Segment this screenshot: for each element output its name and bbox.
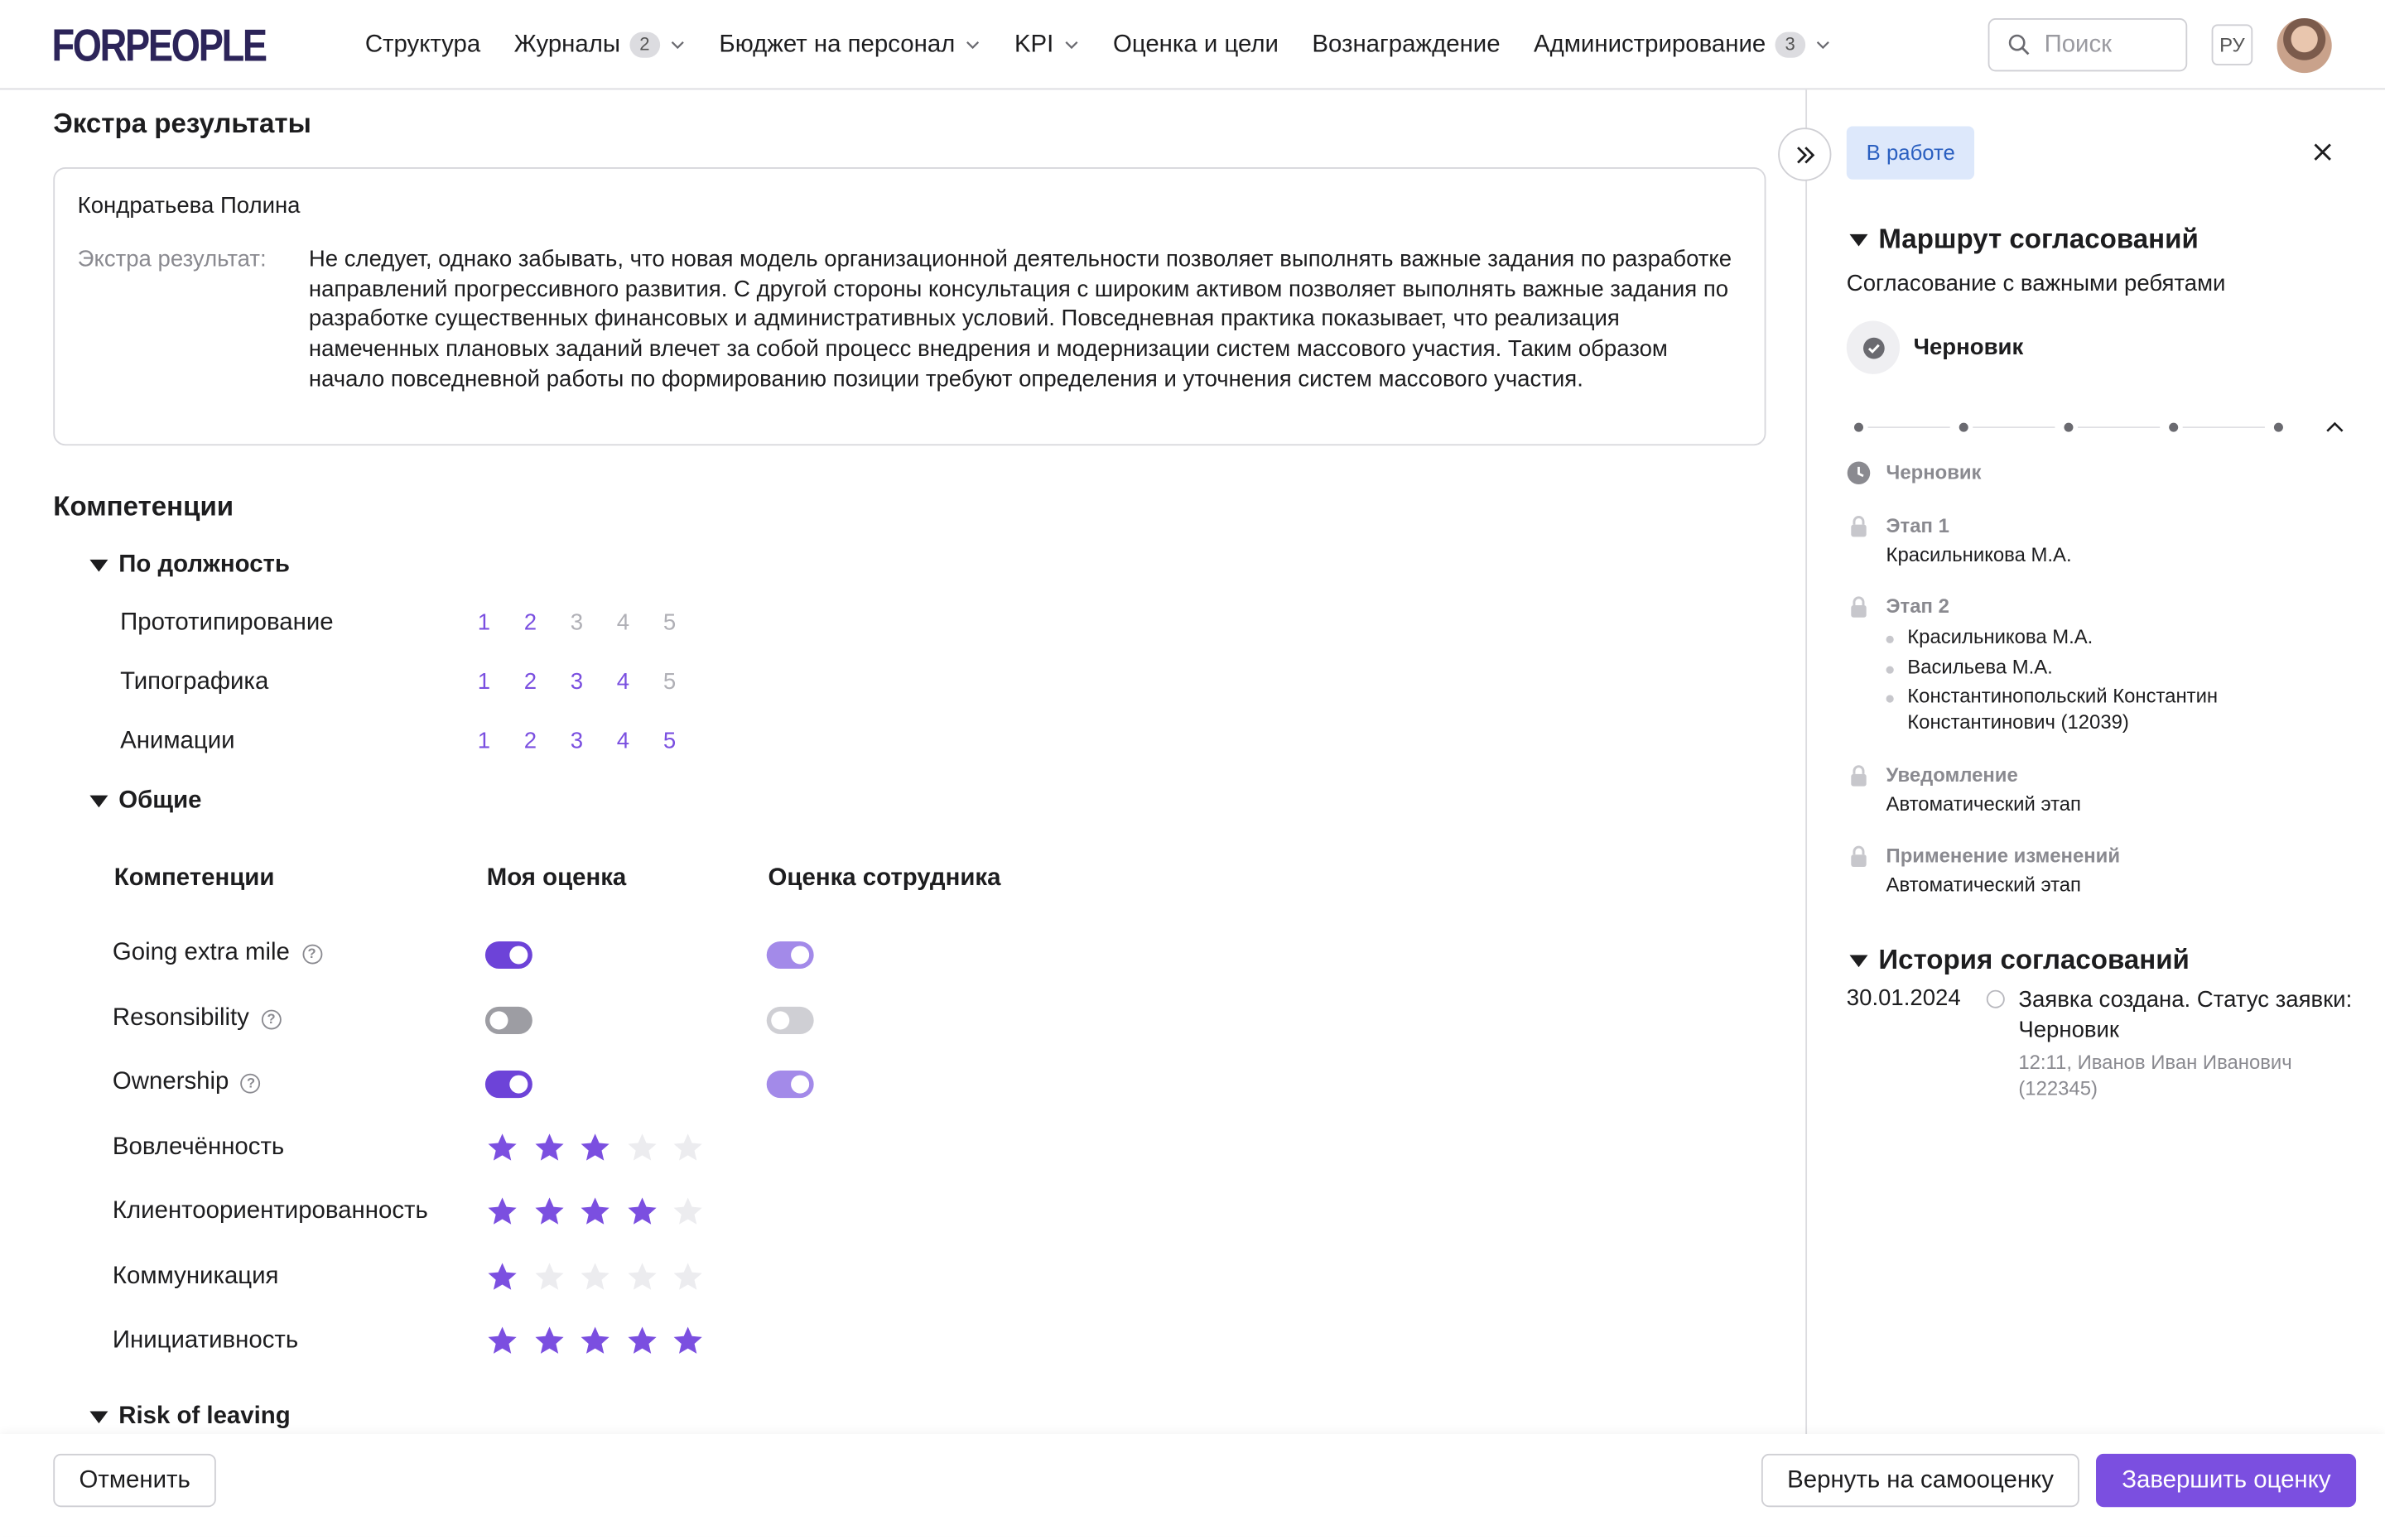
star-rating[interactable] bbox=[485, 1196, 717, 1229]
triangle-down-icon bbox=[1849, 233, 1867, 246]
approval-panel bbox=[1805, 89, 2385, 1434]
scale-option[interactable]: 5 bbox=[662, 728, 677, 755]
chevron-down-icon bbox=[669, 36, 686, 53]
star-empty-icon[interactable] bbox=[624, 1261, 671, 1294]
star-filled-icon[interactable] bbox=[485, 1325, 532, 1358]
scale-option[interactable]: 1 bbox=[477, 728, 491, 755]
lock-icon bbox=[1847, 763, 1871, 787]
triangle-down-icon bbox=[89, 560, 108, 572]
main-nav bbox=[365, 0, 1865, 89]
nav-label: KPI bbox=[1014, 31, 1054, 57]
history-text: Заявка создана. Статус заявки: Черновик bbox=[2018, 987, 2353, 1043]
count-badge: 2 bbox=[629, 32, 660, 58]
stage-subtitle: Автоматический этап bbox=[1886, 792, 2081, 816]
scale-option[interactable]: 2 bbox=[523, 609, 537, 636]
lock-icon bbox=[1847, 844, 1871, 868]
competency-label: Инициативность bbox=[112, 1327, 299, 1354]
employee-rating-toggle bbox=[767, 941, 814, 969]
my-rating-toggle[interactable] bbox=[485, 1071, 532, 1098]
main-content bbox=[0, 89, 1805, 1434]
scale-option[interactable]: 2 bbox=[523, 669, 537, 695]
star-empty-icon[interactable] bbox=[532, 1261, 578, 1294]
cancel-button[interactable]: Отменить bbox=[53, 1454, 216, 1507]
nav-item-journals[interactable] bbox=[514, 31, 686, 59]
star-competency-row bbox=[113, 1132, 751, 1168]
nav-item-reward[interactable] bbox=[1312, 31, 1500, 59]
triangle-down-icon bbox=[1849, 955, 1867, 967]
toggle-knob bbox=[791, 1076, 809, 1094]
star-empty-icon[interactable] bbox=[624, 1132, 671, 1165]
history-section-toggle[interactable] bbox=[1849, 945, 2189, 977]
column-header-competencies: Компетенции bbox=[113, 865, 275, 892]
logo[interactable]: FORPEOPLE bbox=[51, 21, 266, 72]
star-rating[interactable] bbox=[485, 1261, 717, 1294]
search-icon bbox=[2007, 33, 2031, 56]
scale-option[interactable]: 5 bbox=[662, 609, 677, 636]
competency-label: Going extra mile bbox=[112, 940, 290, 966]
nav-item-assessment[interactable] bbox=[1113, 31, 1279, 59]
employee-rating-toggle bbox=[767, 1007, 814, 1034]
approver-item: Константинопольский Константин Константинович (12039) bbox=[1886, 683, 2343, 734]
check-circle-icon bbox=[1861, 335, 1885, 359]
stage-approvers bbox=[1886, 623, 2343, 739]
scale-option[interactable]: 4 bbox=[616, 669, 630, 695]
nav-item-admin[interactable] bbox=[1534, 31, 1831, 59]
competency-label-wrap bbox=[113, 1005, 282, 1032]
competency-label: Resonsibility bbox=[112, 1005, 249, 1032]
nav-label: Вознаграждение bbox=[1312, 31, 1501, 57]
star-filled-icon[interactable] bbox=[532, 1196, 578, 1229]
competency-label: Прототипирование bbox=[120, 609, 334, 636]
search-box[interactable] bbox=[1988, 18, 2188, 71]
column-header-employee-rating: Оценка сотрудника bbox=[768, 865, 1001, 892]
star-empty-icon[interactable] bbox=[671, 1196, 717, 1229]
toggle-knob bbox=[509, 946, 528, 964]
employee-name: Кондратьева Полина bbox=[77, 193, 301, 219]
clock-icon bbox=[1847, 461, 1871, 485]
star-filled-icon[interactable] bbox=[624, 1325, 671, 1358]
star-filled-icon[interactable] bbox=[578, 1132, 624, 1165]
star-filled-icon[interactable] bbox=[485, 1261, 532, 1294]
lock-icon bbox=[1847, 514, 1871, 538]
scale-option[interactable]: 3 bbox=[570, 609, 584, 636]
extra-result-card bbox=[53, 167, 1766, 445]
toggle-competency-row bbox=[113, 1066, 873, 1103]
stage-title: Уведомление bbox=[1886, 763, 2018, 787]
group-by-position[interactable] bbox=[89, 552, 290, 580]
return-to-self-assessment-button[interactable]: Вернуть на самооценку bbox=[1761, 1454, 2079, 1507]
group-label: Risk of leaving bbox=[118, 1403, 291, 1430]
scale-option[interactable]: 1 bbox=[477, 669, 491, 695]
stage-subtitle: Автоматический этап bbox=[1886, 873, 2081, 896]
rating-scale bbox=[478, 610, 710, 636]
stage-progress-track bbox=[1853, 414, 2301, 441]
star-empty-icon[interactable] bbox=[578, 1261, 624, 1294]
nav-label: Оценка и цели bbox=[1112, 31, 1279, 57]
stage-subtitle: Красильникова М.А. bbox=[1886, 542, 2072, 566]
route-name: Согласование с важными ребятами bbox=[1846, 270, 2226, 297]
route-section-toggle[interactable] bbox=[1849, 224, 2198, 256]
action-footer bbox=[0, 1434, 2385, 1536]
star-empty-icon[interactable] bbox=[671, 1132, 717, 1165]
nav-item-kpi[interactable] bbox=[1014, 31, 1080, 59]
chevron-up-icon[interactable] bbox=[2325, 416, 2346, 438]
competency-label-wrap bbox=[113, 1069, 261, 1096]
triangle-down-icon bbox=[89, 796, 108, 808]
history-title: История согласований bbox=[1878, 944, 2190, 975]
nav-label: Администрирование bbox=[1533, 31, 1766, 57]
star-competency-row bbox=[113, 1261, 751, 1297]
extra-result-text: Не следует, однако забывать, что новая модель организационной деятельности позволяет выполнять важные задания по разработке направлений прогрессивного развития. С другой стороны консультация с широким активом позволяет выполнять важные задания по разработке существенных финансовых и административных условий. Повседневная практика показывает, что реализация намеченных плановых заданий влечет за собой процесс внедрения и модернизации систем массового участия. Таким образом начало повседневной работы по формированию позиции требуют определения и уточнения систем массового участия. bbox=[308, 246, 1732, 392]
group-label: По должность bbox=[118, 551, 291, 578]
scale-option[interactable]: 3 bbox=[570, 669, 584, 695]
my-rating-toggle[interactable] bbox=[485, 1007, 532, 1034]
chevron-down-icon bbox=[1814, 36, 1831, 53]
help-icon[interactable]: ? bbox=[241, 1073, 261, 1093]
rating-scale bbox=[478, 669, 710, 695]
count-badge: 3 bbox=[1775, 32, 1805, 58]
star-filled-icon[interactable] bbox=[485, 1132, 532, 1165]
scale-option[interactable]: 4 bbox=[616, 728, 630, 755]
history-meta: 12:11, Иванов Иван Иванович (122345) bbox=[2018, 1051, 2292, 1100]
group-risk-of-leaving[interactable] bbox=[89, 1403, 290, 1431]
competency-label: Анимации bbox=[120, 728, 235, 755]
star-rating[interactable] bbox=[485, 1132, 717, 1165]
nav-item-structure[interactable] bbox=[365, 31, 480, 59]
toggle-knob bbox=[509, 1076, 528, 1094]
top-header bbox=[0, 0, 2385, 89]
scale-option[interactable]: 3 bbox=[570, 728, 584, 755]
competency-label: Ownership bbox=[112, 1069, 229, 1095]
toggle-knob bbox=[771, 1011, 789, 1029]
star-filled-icon[interactable] bbox=[624, 1196, 671, 1229]
star-empty-icon[interactable] bbox=[671, 1261, 717, 1294]
double-chevron-right-icon bbox=[1793, 142, 1817, 166]
toggle-knob bbox=[489, 1011, 508, 1029]
competency-label: Клиентоориентированность bbox=[112, 1198, 428, 1225]
current-stage-label: Черновик bbox=[1913, 334, 2024, 361]
scale-option[interactable]: 4 bbox=[616, 609, 630, 636]
nav-item-budget[interactable] bbox=[719, 31, 980, 59]
route-title: Маршрут согласований bbox=[1878, 223, 2199, 254]
language-switch[interactable]: РУ bbox=[2212, 24, 2253, 65]
toggle-knob bbox=[791, 946, 809, 964]
star-filled-icon[interactable] bbox=[578, 1196, 624, 1229]
avatar[interactable] bbox=[2277, 18, 2332, 73]
nav-label: Структура bbox=[364, 31, 481, 57]
search-input[interactable] bbox=[2045, 31, 2166, 59]
timeline-dot-icon bbox=[1987, 990, 2005, 1008]
group-general[interactable] bbox=[89, 787, 201, 815]
extra-results-title: Экстра результаты bbox=[53, 108, 311, 139]
star-filled-icon[interactable] bbox=[671, 1325, 717, 1358]
star-filled-icon[interactable] bbox=[532, 1325, 578, 1358]
history-date: 30.01.2024 bbox=[1846, 985, 1961, 1012]
lock-icon bbox=[1847, 594, 1871, 618]
my-rating-toggle[interactable] bbox=[485, 941, 532, 969]
star-rating[interactable] bbox=[485, 1325, 717, 1358]
stage-title: Применение изменений bbox=[1886, 844, 2121, 867]
nav-label: Журналы bbox=[513, 31, 621, 57]
star-filled-icon[interactable] bbox=[532, 1132, 578, 1165]
star-filled-icon[interactable] bbox=[578, 1325, 624, 1358]
approver-item: Васильева М.А. bbox=[1886, 653, 2343, 679]
competency-label-wrap bbox=[113, 940, 322, 967]
employee-rating-toggle bbox=[767, 1071, 814, 1098]
extra-result-label: Экстра результат: bbox=[77, 246, 267, 272]
rating-scale bbox=[478, 729, 710, 754]
star-competency-row bbox=[113, 1196, 751, 1232]
stage-title: Этап 2 bbox=[1886, 594, 1949, 618]
column-header-my-rating: Моя оценка bbox=[486, 865, 627, 892]
approver-item: Красильникова М.А. bbox=[1886, 623, 2343, 649]
finish-assessment-button[interactable]: Завершить оценку bbox=[2096, 1454, 2357, 1507]
help-icon[interactable]: ? bbox=[262, 1009, 282, 1029]
current-stage-icon bbox=[1847, 321, 1900, 374]
collapse-panel-button[interactable] bbox=[1778, 128, 1831, 180]
close-icon[interactable] bbox=[2310, 140, 2334, 164]
toggle-competency-row bbox=[113, 1002, 873, 1038]
scale-option[interactable]: 1 bbox=[477, 609, 491, 636]
scale-option[interactable]: 2 bbox=[523, 728, 537, 755]
scale-option[interactable]: 5 bbox=[662, 669, 677, 695]
competency-label: Коммуникация bbox=[112, 1263, 279, 1290]
stage-title: Этап 1 bbox=[1886, 513, 1949, 537]
competencies-title: Компетенции bbox=[53, 491, 234, 522]
toggle-competency-row bbox=[113, 936, 873, 973]
nav-label: Бюджет на персонал bbox=[719, 31, 956, 57]
competency-label: Типографика bbox=[120, 669, 269, 695]
star-filled-icon[interactable] bbox=[485, 1196, 532, 1229]
help-icon[interactable]: ? bbox=[302, 944, 322, 964]
triangle-down-icon bbox=[89, 1411, 108, 1423]
status-badge: В работе bbox=[1847, 126, 1975, 179]
chevron-down-icon bbox=[964, 36, 980, 53]
stage-title: Черновик bbox=[1886, 460, 1982, 484]
star-competency-row bbox=[113, 1325, 751, 1361]
group-label: Общие bbox=[118, 787, 202, 814]
chevron-down-icon bbox=[1062, 36, 1079, 53]
competency-label: Вовлечённость bbox=[112, 1134, 285, 1161]
